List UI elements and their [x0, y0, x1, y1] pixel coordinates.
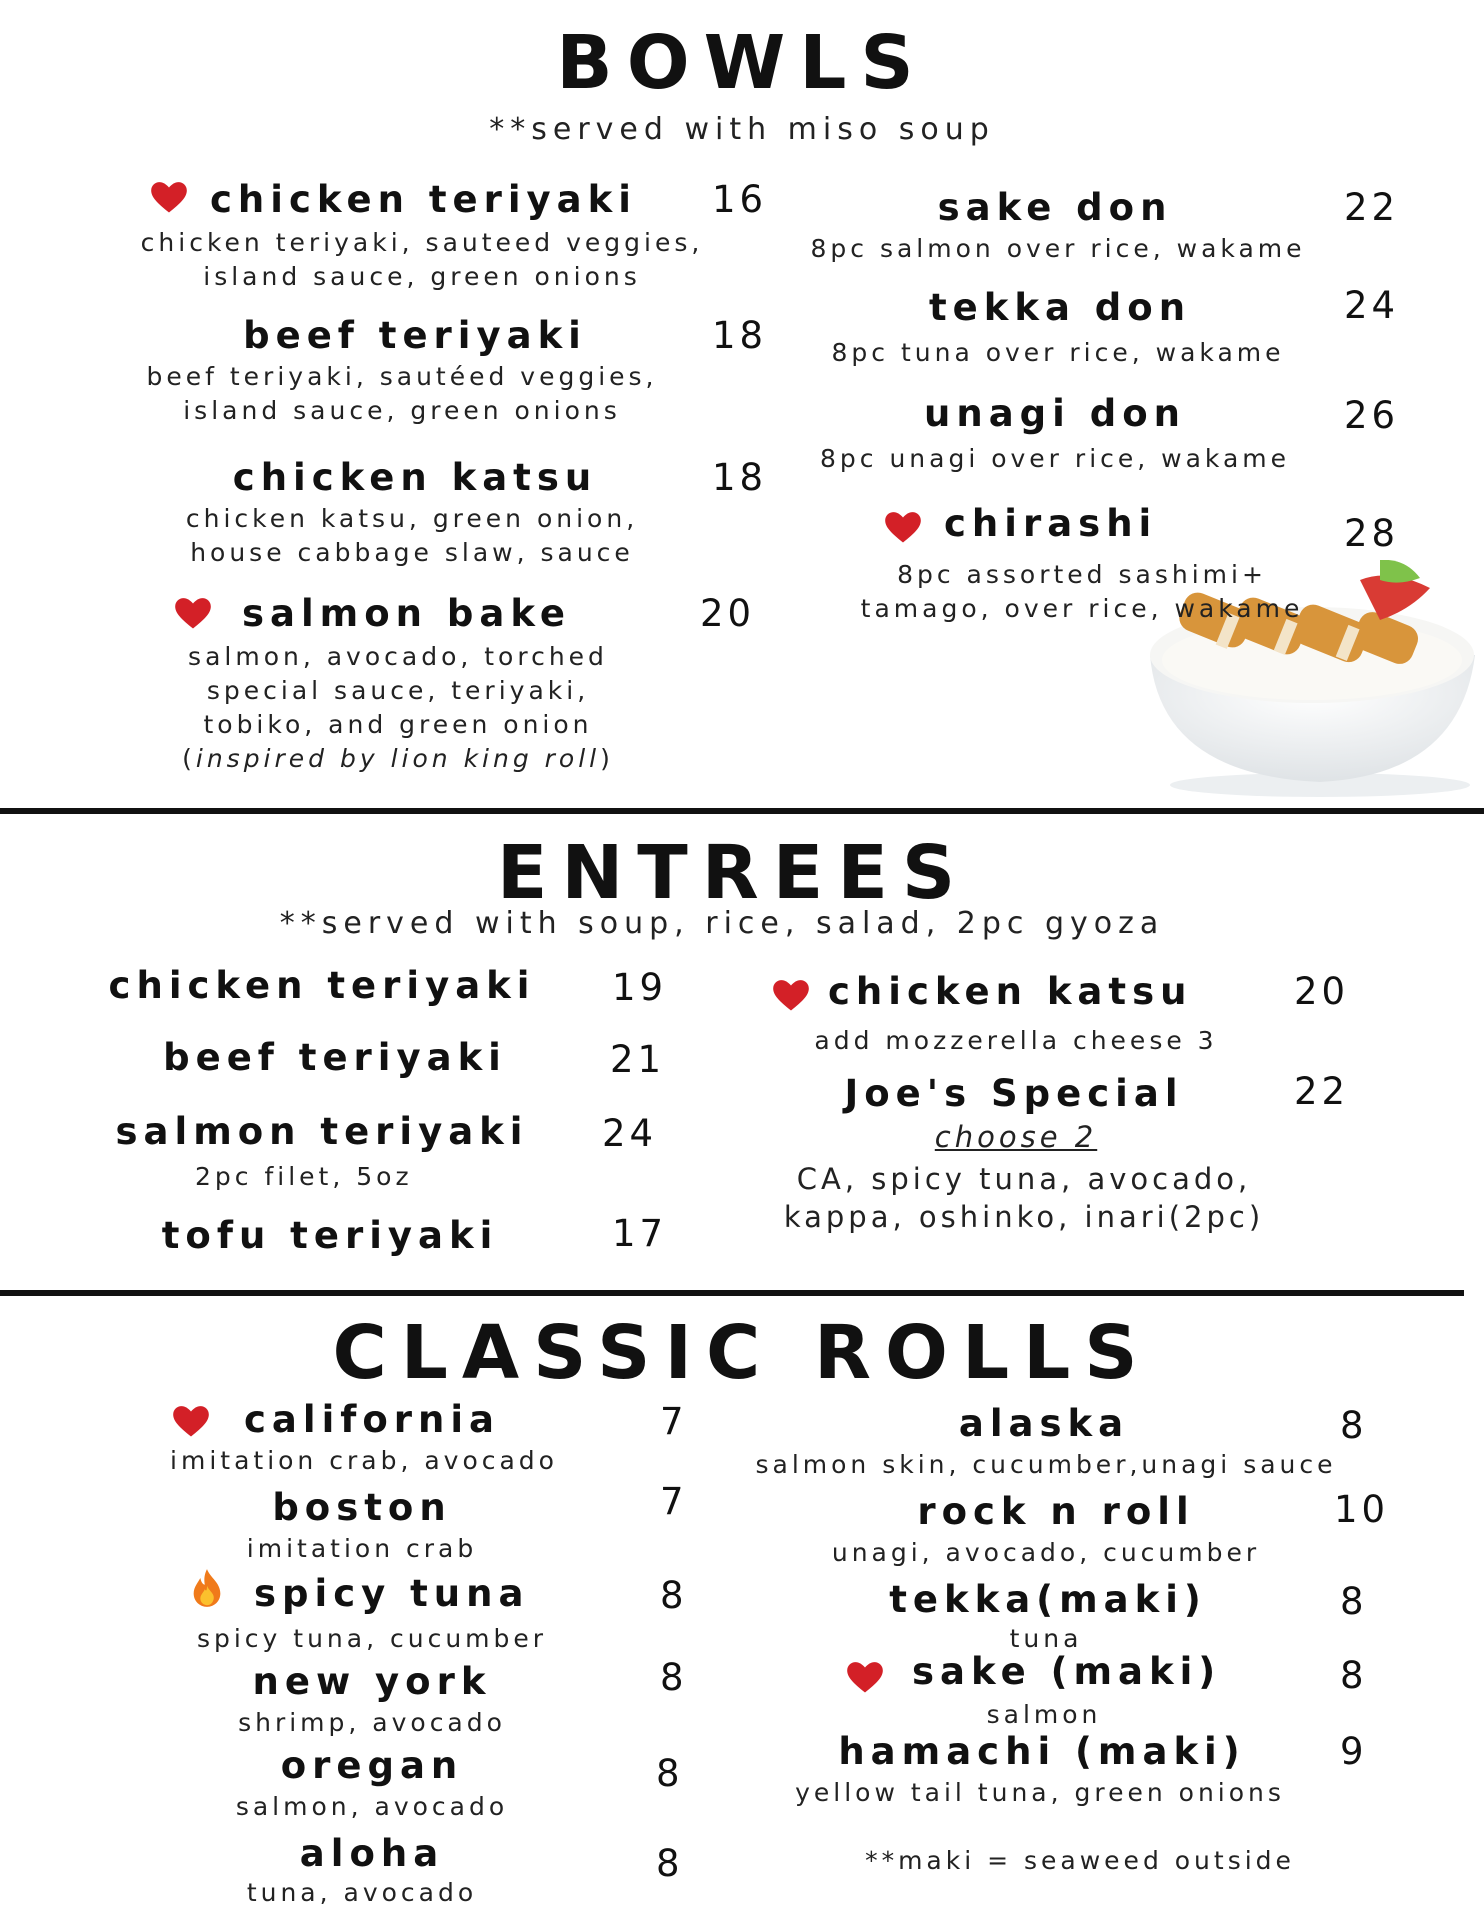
item-price: 8 [660, 1656, 688, 1699]
item-price: 8 [660, 1574, 688, 1617]
item-name: oregan [280, 1744, 464, 1787]
item-price: 9 [1340, 1730, 1368, 1773]
item-name: chicken katsu [232, 456, 598, 499]
item-price: 8 [656, 1752, 684, 1795]
flame-icon [190, 1568, 224, 1608]
item-description: imitation crab, avocado [170, 1446, 558, 1475]
item-price: 18 [712, 314, 768, 357]
item-name: tekka(maki) [889, 1578, 1207, 1621]
item-price: 21 [610, 1038, 666, 1081]
item-price: 8 [1340, 1404, 1368, 1447]
item-price: 16 [712, 178, 768, 221]
item-name: hamachi (maki) [838, 1730, 1246, 1773]
item-name: tofu teriyaki [161, 1214, 499, 1257]
item-price: 26 [1344, 394, 1400, 437]
heart-icon [172, 1404, 210, 1438]
item-description: 8pc tuna over rice, wakame [831, 338, 1285, 367]
item-name: rock n roll [917, 1490, 1195, 1533]
item-name: chicken teriyaki [108, 964, 536, 1007]
section-divider [0, 808, 1484, 814]
rolls-footnote: **maki = seaweed outside [865, 1846, 1295, 1875]
favorite-heart [846, 1660, 884, 1694]
item-price: 8 [656, 1842, 684, 1885]
item-description: spicy tuna, cucumber [196, 1624, 548, 1653]
heart-icon [174, 596, 212, 630]
item-name: new york [252, 1660, 492, 1703]
item-name: sake (maki) [912, 1650, 1222, 1693]
item-price: 7 [660, 1480, 688, 1523]
item-name: sake don [937, 186, 1173, 229]
item-price: 7 [660, 1400, 688, 1443]
bowls-subtitle: **served with miso soup [489, 112, 995, 147]
item-name: aloha [299, 1832, 445, 1875]
item-price: 24 [602, 1112, 658, 1155]
favorite-heart [172, 1404, 210, 1438]
item-description: salmon [986, 1700, 1102, 1729]
item-description: chicken teriyaki, sauteed veggies, island sauce, green onions [140, 228, 704, 291]
item-description: unagi, avocado, cucumber [831, 1538, 1261, 1567]
item-name: chicken katsu [828, 970, 1193, 1013]
item-name: tekka don [928, 286, 1192, 329]
rolls-title: CLASSIC ROLLS [332, 1310, 1152, 1396]
item-name: beef teriyaki [163, 1036, 507, 1079]
item-price: 20 [1294, 970, 1350, 1013]
favorite-heart [772, 978, 810, 1012]
heart-icon [772, 978, 810, 1012]
heart-icon [150, 180, 188, 214]
item-description: salmon skin, cucumber,unagi sauce [755, 1450, 1337, 1479]
item-description: 8pc salmon over rice, wakame [810, 234, 1306, 263]
section-divider [0, 1290, 1464, 1296]
item-description: 8pc unagi over rice, wakame [819, 444, 1291, 473]
item-price: 20 [700, 592, 756, 635]
item-name: chirashi [944, 502, 1158, 545]
item-name: alaska [958, 1402, 1130, 1445]
item-description: 2pc filet, 5oz [195, 1162, 413, 1191]
entrees-subtitle: **served with soup, rice, salad, 2pc gyoza [279, 906, 1165, 941]
spicy-flame [190, 1568, 224, 1608]
item-description: CA, spicy tuna, avocado, kappa, oshinko, inari(2pc) [783, 1162, 1265, 1234]
item-price: 22 [1294, 1070, 1350, 1113]
item-note: inspired by lion king roll [195, 744, 601, 773]
item-price: 18 [712, 456, 768, 499]
item-price: 28 [1344, 512, 1400, 555]
item-description: yellow tail tuna, green onions [795, 1778, 1285, 1807]
entrees-title: ENTREES [496, 830, 970, 916]
favorite-heart [884, 510, 922, 544]
item-name: salmon bake [242, 592, 572, 635]
item-price: 10 [1334, 1488, 1390, 1531]
item-description: chicken katsu, green onion, house cabbage slaw, sauce [185, 504, 639, 567]
item-description: tuna [1009, 1624, 1083, 1653]
item-price: 8 [1340, 1654, 1368, 1697]
item-description: imitation crab [246, 1534, 478, 1563]
item-description: shrimp, avocado [238, 1708, 506, 1737]
item-name: spicy tuna [254, 1572, 530, 1615]
item-name: unagi don [924, 392, 1186, 435]
item-name: beef teriyaki [243, 314, 587, 357]
item-name: salmon teriyaki [115, 1110, 529, 1153]
item-name: chicken teriyaki [210, 178, 637, 221]
heart-icon [884, 510, 922, 544]
heart-icon [846, 1660, 884, 1694]
choose-note: choose 2 [934, 1120, 1098, 1154]
item-price: 17 [612, 1212, 668, 1255]
bowls-title: BOWLS [556, 20, 928, 106]
item-name: california [244, 1398, 501, 1441]
item-name: boston [272, 1486, 452, 1529]
item-description: tuna, avocado [246, 1878, 478, 1907]
favorite-heart [150, 180, 188, 214]
item-price: 8 [1340, 1580, 1368, 1623]
favorite-heart [174, 596, 212, 630]
item-price: 24 [1344, 284, 1400, 327]
item-description: salmon, avocado, torched special sauce, teriyaki, tobiko, and green onion (inspired by lion king roll) [182, 642, 614, 773]
item-name: Joe's Special [844, 1072, 1184, 1115]
item-price: 19 [612, 966, 668, 1009]
item-description: 8pc assorted sashimi+ tamago, over rice, wakame [860, 560, 1304, 623]
item-description: salmon, avocado [235, 1792, 509, 1821]
item-description: add mozzerella cheese 3 [814, 1026, 1218, 1055]
item-price: 22 [1344, 186, 1400, 229]
item-description: beef teriyaki, sautéed veggies, island sauce, green onions [146, 362, 658, 425]
